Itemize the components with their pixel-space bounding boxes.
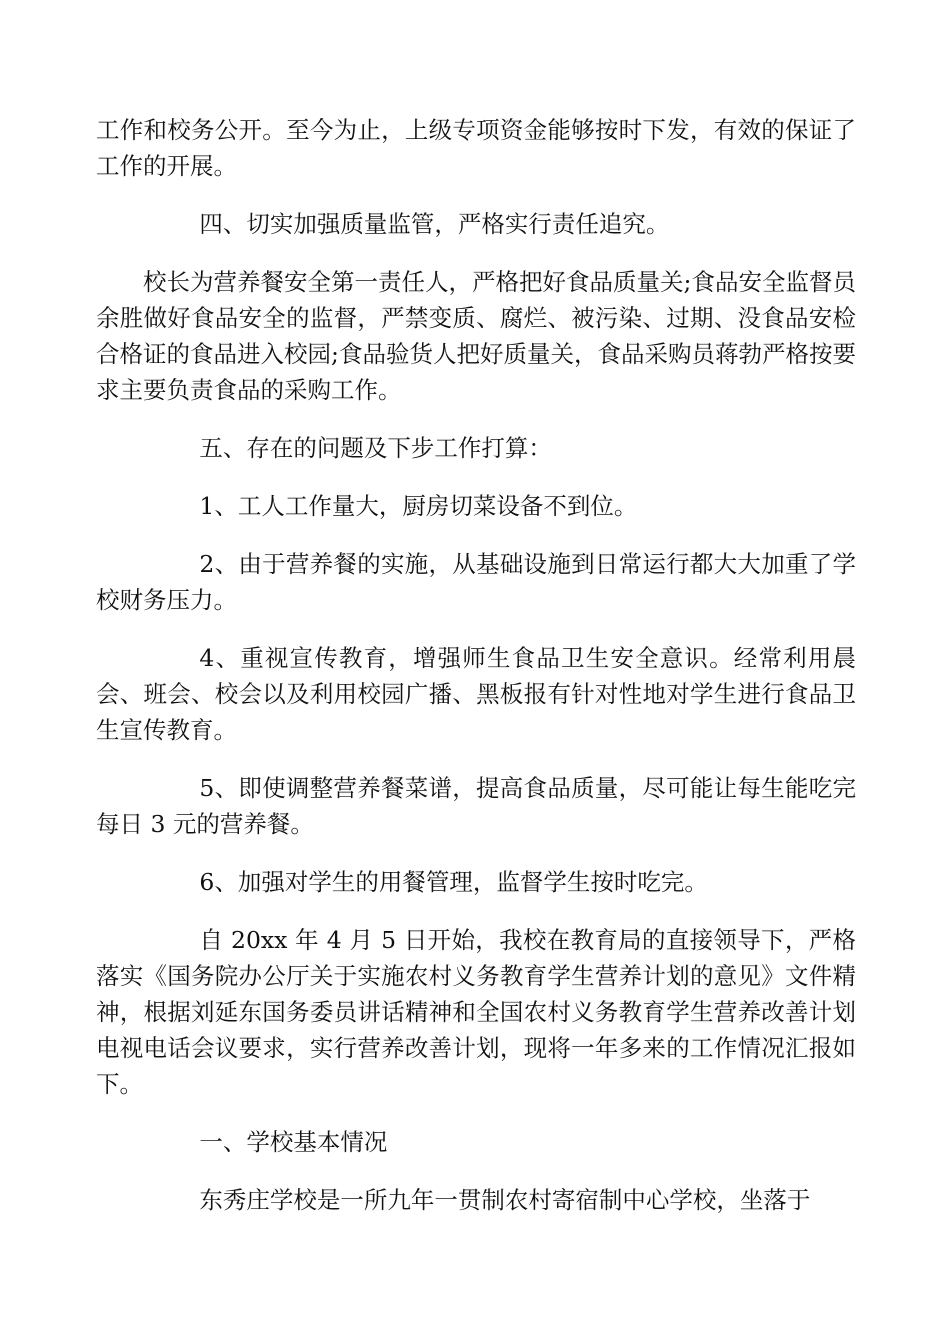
paragraph-continuation: 工作和校务公开。至今为止，上级专项资金能够按时下发，有效的保证了工作的开展。 — [96, 116, 856, 180]
list-item-6: 6、加强对学生的用餐管理，监督学生按时吃完。 — [199, 868, 708, 896]
list-item-4: 4、重视宣传教育，增强师生食品卫生安全意识。经常利用晨会、班会、校会以及利用校园广播、黑板报有针对性地对学生进行食品卫生宣传教育。 — [96, 644, 856, 744]
list-item-2: 2、由于营养餐的实施，从基础设施到日常运行都大大加重了学校财务压力。 — [96, 550, 856, 614]
section-heading-five: 五、存在的问题及下步工作打算： — [199, 434, 552, 462]
section-heading-one: 一、学校基本情况 — [199, 1128, 388, 1156]
section-heading-four: 四、切实加强质量监管，严格实行责任追究。 — [199, 210, 670, 238]
document-page — [96, 112, 856, 1240]
list-item-5: 5、即使调整营养餐菜谱，提高食品质量，尽可能让每生能吃完每日 3 元的营养餐。 — [96, 774, 856, 838]
paragraph-intro: 自 20xx 年 4 月 5 日开始，我校在教育局的直接领导下，严格落实《国务院办公厅关于实施农村义务教育学生营养计划的意见》文件精神，根据刘延东国务委员讲话精神和全国农村义务教育学生营养改善计划电视电话会议要求，实行营养改善计划，现将一年多来的工作情况汇报如下。 — [96, 926, 856, 1098]
paragraph-school-info: 东秀庄学校是一所九年一贯制农村寄宿制中心学校，坐落于 — [199, 1186, 811, 1214]
list-item-1: 1、工人工作量大，厨房切菜设备不到位。 — [199, 492, 638, 520]
paragraph-responsibility: 校长为营养餐安全第一责任人，严格把好食品质量关;食品安全监督员余胜做好食品安全的监督，严禁变质、腐烂、被污染、过期、没食品安检合格证的食品进入校园;食品验货人把好质量关，食品采购员蒋勃严格按要求主要负责食品的采购工作。 — [96, 268, 856, 404]
